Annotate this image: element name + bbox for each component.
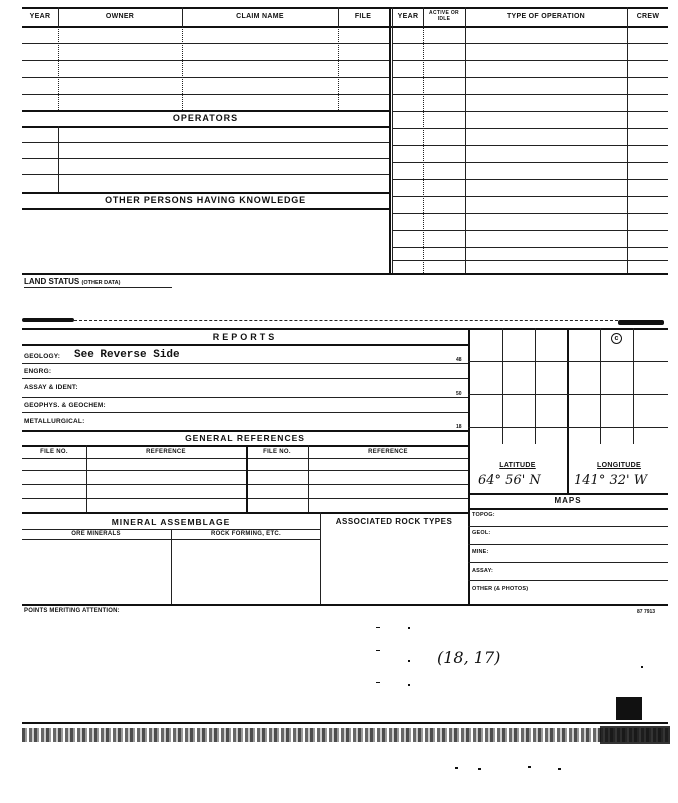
scan-mark-left: [22, 318, 74, 322]
land-status-note: (OTHER DATA): [81, 280, 121, 286]
operators-top: [22, 110, 389, 112]
other-persons-title: OTHER PERSONS HAVING KNOWLEDGE: [105, 195, 306, 205]
row-sep: [58, 26, 59, 110]
row-line: [22, 378, 468, 379]
top-border: [22, 7, 668, 9]
row-sep: [182, 26, 183, 110]
col-year: YEAR: [29, 13, 51, 20]
maps-title-bottom: [468, 508, 668, 510]
maps-other: OTHER (& PHOTOS): [472, 586, 529, 592]
geology-code: 48: [456, 357, 462, 363]
speck: [455, 767, 458, 769]
row-line: [468, 526, 668, 527]
speck: [376, 627, 380, 628]
scan-black-square: [616, 697, 642, 720]
circle-mark: c: [611, 333, 622, 344]
row-sep: [465, 26, 466, 273]
geology-value: See Reverse Side: [74, 349, 180, 361]
row-line: [22, 397, 468, 398]
longitude-label: LONGITUDE: [597, 462, 641, 469]
latitude-label: LATITUDE: [499, 462, 536, 469]
metallurgical-label: METALLURGICAL:: [24, 418, 85, 425]
reports-title-bottom: [22, 344, 468, 346]
operators-bottom: [22, 126, 389, 128]
form-code: 87 7913: [637, 609, 656, 615]
assay-code: 50: [456, 391, 462, 397]
row-line: [22, 94, 389, 95]
operators-title: OPERATORS: [172, 113, 239, 123]
speck: [408, 660, 410, 662]
gen-ref-bottom: [22, 445, 468, 447]
reports-title: REPORTS: [212, 332, 278, 342]
grid-h: [468, 427, 668, 428]
latlong-bottom: [468, 493, 668, 495]
geology-label: GEOLOGY:: [24, 353, 61, 360]
ref-sep: [86, 445, 87, 512]
maps-topog: TOPOG:: [472, 512, 495, 518]
land-status-underline: [24, 287, 172, 288]
ore-minerals: ORE MINERALS: [71, 531, 121, 537]
ref-col-reference-2: REFERENCE: [368, 449, 408, 455]
mineral-col-sep: [171, 529, 172, 604]
other-persons-bottom: [22, 208, 389, 210]
row-sep: [627, 26, 628, 273]
mineral-assemblage-title: MINERAL ASSEMBLAGE: [111, 517, 231, 527]
col-active-idle: ACTIVE OR IDLE: [429, 10, 459, 22]
rock-forming: ROCK FORMING, ETC.: [210, 531, 282, 537]
claims-header-bottom: [22, 26, 668, 28]
sep: [58, 7, 59, 26]
maps-title: MAPS: [554, 496, 582, 505]
row-line: [468, 544, 668, 545]
ref-col-file-2: FILE NO.: [263, 449, 291, 455]
row-line: [22, 498, 468, 499]
operators-sep: [58, 126, 59, 192]
sep: [627, 7, 628, 26]
row-line: [22, 412, 468, 413]
ref-col-reference-1: REFERENCE: [146, 449, 186, 455]
row-line: [22, 174, 389, 175]
row-line: [22, 430, 468, 432]
col-crew: CREW: [636, 13, 660, 20]
row-line: [22, 158, 389, 159]
scan-noise-band: [22, 728, 670, 742]
speck: [641, 666, 643, 668]
sep: [182, 7, 183, 26]
col-file: FILE: [354, 13, 372, 20]
speck: [528, 766, 531, 768]
speck: [558, 768, 561, 770]
sep: [338, 7, 339, 26]
scan-mark-right: [618, 320, 664, 325]
grid-v-mid: [567, 328, 569, 493]
main-divider: [389, 7, 391, 273]
land-status-label: LAND STATUS: [24, 277, 80, 286]
ref-sep: [246, 445, 248, 512]
metallurgical-code: 18: [456, 424, 462, 430]
row-line: [22, 363, 468, 364]
associated-rock-types: ASSOCIATED ROCK TYPES: [335, 517, 453, 526]
handwritten-note: (18, 17): [437, 648, 501, 667]
mineral-bottom: [22, 604, 468, 606]
ref-sep: [308, 445, 309, 512]
land-status: [24, 277, 120, 286]
row-line: [468, 562, 668, 563]
maps-assay: ASSAY:: [472, 568, 494, 574]
col-year-2: YEAR: [397, 13, 419, 20]
speck: [408, 627, 410, 629]
latitude-value: 64° 56' N: [478, 473, 541, 488]
points-meriting-attention: POINTS MERITING ATTENTION:: [24, 608, 120, 614]
other-persons-top: [22, 192, 389, 194]
col-claim-name: CLAIM NAME: [236, 13, 284, 20]
sep: [423, 7, 424, 26]
maps-geol: GEOL:: [472, 530, 491, 536]
row-line: [22, 60, 389, 61]
engrg-label: ENGRG:: [24, 368, 52, 375]
general-references-title: GENERAL REFERENCES: [185, 433, 305, 443]
assay-label: ASSAY & IDENT:: [24, 384, 78, 391]
reports-top: [22, 328, 668, 330]
grid-h: [468, 361, 668, 362]
row-line: [22, 43, 389, 44]
row-line: [22, 470, 468, 471]
ref-col-file-1: FILE NO.: [40, 449, 68, 455]
col-owner: OWNER: [105, 13, 135, 20]
row-sep: [338, 26, 339, 110]
main-divider-inner: [392, 7, 393, 273]
longitude-value: 141° 32' W: [574, 473, 648, 488]
row-line: [22, 458, 468, 459]
speck: [408, 684, 410, 686]
maps-mine: MINE:: [472, 549, 489, 555]
cut-line: [74, 320, 618, 321]
col-type-of-operation: TYPE OF OPERATION: [506, 13, 586, 20]
row-line: [22, 77, 389, 78]
row-line: [468, 580, 668, 581]
scan-noise-dark: [600, 726, 670, 744]
maps-bottom: [468, 604, 668, 606]
speck: [376, 650, 380, 651]
mineral-sep: [320, 512, 321, 604]
grid-h: [468, 394, 668, 395]
speck: [376, 682, 380, 683]
row-line: [22, 142, 389, 143]
row-sep: [423, 26, 424, 273]
sep: [465, 7, 466, 26]
row-line: [22, 484, 468, 485]
geophys-label: GEOPHYS. & GEOCHEM:: [24, 402, 106, 409]
ref-bottom: [22, 512, 468, 514]
claims-bottom: [22, 273, 668, 275]
speck: [478, 768, 481, 770]
bottom-line: [22, 722, 668, 724]
